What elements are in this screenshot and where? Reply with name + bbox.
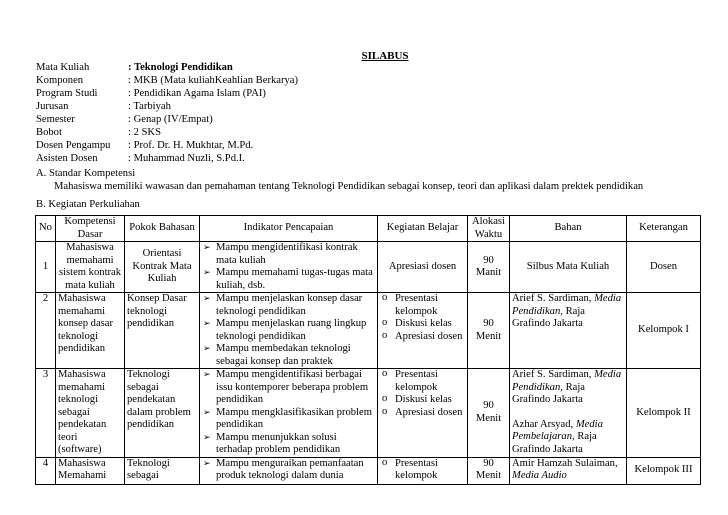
header-alokasi: Alokasi Waktu — [468, 216, 510, 242]
indikator-item: ➢ Mampu mengklasifikasikan problem pendidikan — [202, 407, 375, 432]
indikator-item: ➢ Mampu mengidentifikasi kontrak mata kuliah — [202, 242, 375, 267]
kegiatan-item: o Presentasi kelompok — [380, 458, 465, 483]
cell-pokok: Konsep Dasar teknologi pendidikan — [125, 293, 200, 369]
kegiatan-item: o Presentasi kelompok — [380, 293, 465, 318]
info-row — [36, 88, 298, 101]
cell-kegiatan — [378, 457, 468, 484]
info-label: Bobot — [36, 127, 62, 138]
info-row — [36, 62, 298, 75]
bahan-book: Media Audio — [512, 470, 567, 481]
kegiatan-item: o Presentasi kelompok — [380, 369, 465, 394]
cell-kompetensi: Mahasiswa memahami sistem kontrak mata kuliah — [56, 242, 125, 293]
cell-no: 1 — [36, 242, 56, 293]
bahan-publisher: Raja Grafindo Jakarta — [512, 431, 597, 455]
cell-pokok: Teknologi sebagai — [125, 457, 200, 484]
info-label: Asisten Dosen — [36, 153, 98, 164]
bahan-book: Media Pembelajaran, — [512, 418, 603, 442]
course-name: : Teknologi Pendidikan — [128, 62, 233, 73]
indikator-item: ➢ Mampu memahami tugas-tugas mata kuliah, dsb. — [202, 267, 375, 292]
cell-no: 3 — [36, 369, 56, 458]
info-label: Dosen Pengampu — [36, 140, 111, 151]
table-row — [36, 242, 701, 293]
syllabus-table — [35, 215, 701, 485]
cell-bahan — [510, 293, 627, 369]
section-heading: A. Standar Kompetensi — [36, 168, 136, 179]
indikator-item: ➢ Mampu mengidentifikasi berbagai issu kontemporer beberapa problem pendidikan — [202, 369, 375, 407]
info-row — [36, 101, 298, 114]
section-text: Mahasiswa memiliki wawasan dan pemahaman tentang Teknologi Pendidikan sebagai konsep, teori dan aplikasi dalam prektek pendidikan — [54, 180, 644, 192]
indikator-item: ➢ Mampu membedakan teknologi sebagai konsep dan praktek — [202, 343, 375, 368]
cell-kegiatan — [378, 369, 468, 458]
cell-pokok: Orientasi Kontrak Mata Kuliah — [125, 242, 200, 293]
info-value: : MKB (Mata kuliahKeahlian Berkarya) — [128, 75, 299, 86]
cell-pokok: Teknologi sebagai pendekatan dalam problem pendidikan — [125, 369, 200, 458]
cell-indikator — [200, 369, 378, 458]
cell-kompetensi: Mahasiswa Memahami — [56, 457, 125, 484]
cell-no: 2 — [36, 293, 56, 369]
cell-kegiatan: Apresiasi dosen — [378, 242, 468, 293]
cell-bahan: Silbus Mata Kuliah — [510, 242, 627, 293]
indikator-item: ➢ Mampu menjelaskan konsep dasar teknologi pendidikan — [202, 293, 375, 318]
header-keterangan: Keterangan — [627, 216, 701, 242]
info-label: Program Studi — [36, 88, 98, 99]
bahan-author: Amir Hamzah Sulaiman, — [512, 457, 618, 469]
section-kegiatan — [36, 199, 140, 212]
cell-keterangan: Kelompok III — [627, 457, 701, 484]
cell-kompetensi: Mahasiswa memahami teknologi sebagai pendekatan teori (software) — [56, 369, 125, 458]
info-row — [36, 114, 298, 127]
kegiatan-item: o Apresiasi dosen — [380, 331, 465, 344]
info-row — [36, 127, 298, 140]
section-standar-kompetensi — [36, 168, 643, 193]
info-value — [128, 62, 233, 75]
bahan-book: Media Pendidikan, — [512, 369, 622, 393]
info-row — [36, 153, 298, 166]
indikator-item: ➢ Mampu menguraikan pemanfaatan produk teknologi dalam dunia — [202, 458, 375, 483]
info-value: : 2 SKS — [128, 127, 161, 138]
cell-bahan — [510, 457, 627, 484]
info-row — [36, 75, 298, 88]
info-value: : Pendidikan Agama Islam (PAI) — [128, 88, 266, 99]
cell-alokasi: 90 Manit — [468, 242, 510, 293]
bahan-publisher: Raja Grafindo Jakarta — [512, 381, 585, 405]
cell-indikator — [200, 293, 378, 369]
info-value: : Muhammad Nuzli, S.Pd.I. — [128, 153, 245, 164]
bahan-author: Azhar Arsyad, — [512, 418, 574, 430]
section-heading: B. Kegiatan Perkuliahan — [36, 199, 140, 210]
cell-alokasi: 90 Menit — [468, 457, 510, 484]
info-label: Jurusan — [36, 101, 69, 112]
header-bahan: Bahan — [510, 216, 627, 242]
header-pokok: Pokok Bahasan — [125, 216, 200, 242]
bahan-book: Media Pendidikan, — [512, 293, 622, 317]
table-header-row — [36, 216, 701, 242]
info-value: : Genap (IV/Empat) — [128, 114, 213, 125]
title-text: SILABUS — [361, 50, 409, 62]
table-row — [36, 293, 701, 369]
cell-indikator — [200, 242, 378, 293]
cell-alokasi: 90 Menit — [468, 293, 510, 369]
cell-keterangan: Kelompok I — [627, 293, 701, 369]
info-value: : Prof. Dr. H. Mukhtar, M.Pd. — [128, 140, 254, 151]
header-kegiatan: Kegiatan Belajar — [378, 216, 468, 242]
table-row — [36, 369, 701, 458]
cell-keterangan: Kelompok II — [627, 369, 701, 458]
indikator-item: ➢ Mampu menunjukkan solusi terhadap problem pendidikan — [202, 432, 375, 457]
info-row — [36, 140, 298, 153]
bahan-author: Arief S. Sardiman, — [512, 293, 592, 304]
info-label: Mata Kuliah — [36, 62, 90, 73]
info-label: Komponen — [36, 75, 84, 86]
info-value: : Tarbiyah — [128, 101, 171, 112]
header-indikator: Indikator Pencapaian — [200, 216, 378, 242]
bahan-author: Arief S. Sardiman, — [512, 369, 592, 380]
cell-indikator — [200, 457, 378, 484]
cell-keterangan: Dosen — [627, 242, 701, 293]
info-label: Semester — [36, 114, 75, 125]
cell-kegiatan — [378, 293, 468, 369]
cell-kompetensi: Mahasiswa memahami konsep dasar teknologi pendidikan — [56, 293, 125, 369]
cell-alokasi: 90 Menit — [468, 369, 510, 458]
header-no: No — [36, 216, 56, 242]
cell-no: 4 — [36, 457, 56, 484]
cell-bahan — [510, 369, 627, 458]
kegiatan-item: o Apresiasi dosen — [380, 407, 465, 420]
bahan-publisher: Raja Grafindo Jakarta — [512, 305, 585, 329]
course-info — [36, 62, 298, 166]
header-kompetensi: Kompetensi Dasar — [56, 216, 125, 242]
table-row — [36, 457, 701, 484]
kegiatan-item: o Diskusi kelas — [380, 394, 465, 407]
indikator-item: ➢ Mampu menjelaskan ruang lingkup teknologi pendidikan — [202, 318, 375, 343]
kegiatan-item: o Diskusi kelas — [380, 318, 465, 331]
